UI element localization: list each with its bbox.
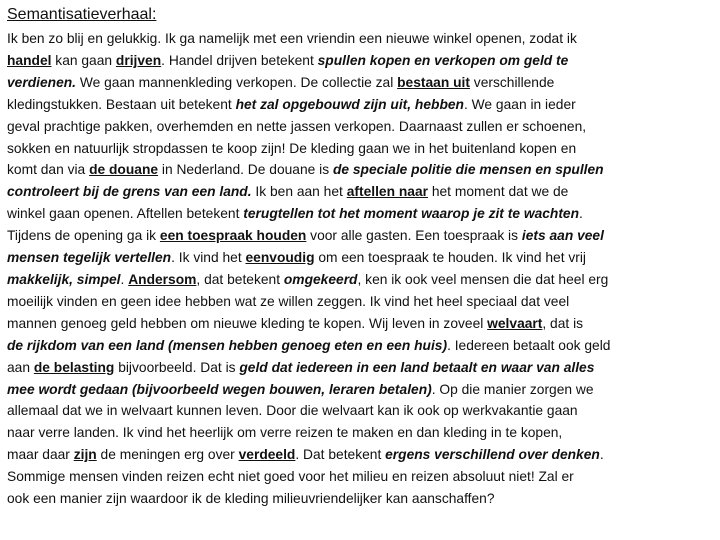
story-line [7, 72, 718, 94]
document-title: Semantisatieverhaal: [7, 6, 157, 23]
definition-text: iets aan veel [521, 228, 604, 244]
key-term: zijn [73, 447, 97, 463]
story-line [7, 379, 718, 401]
story-segment: . [599, 447, 604, 463]
story-segment: ook een manier zijn waardoor ik de kleding milieuvriendelijker kan aanschaffen? [7, 491, 495, 507]
story-line [7, 116, 718, 138]
definition-text: verdienen. [7, 74, 77, 90]
story-segment: , ken ik ook veel mensen die dat heel erg [357, 271, 609, 287]
story-segment: sokken en natuurlijk stropdassen te koop zijn! De kleding gaan we in het buitenland kopen en [7, 140, 577, 156]
key-term: een toespraak houden [159, 228, 307, 244]
story-segment: aan [7, 359, 34, 375]
key-term: de douane [89, 162, 159, 178]
story-segment: moeilijk vinden en geen idee hebben wat ze willen zeggen. Ik vind het heel speciaal dat veel [7, 293, 570, 309]
definition-text: de rijkdom van een land (mensen hebben genoeg eten en een huis) [7, 337, 448, 353]
definition-text: makkelijk, simpel [7, 271, 121, 287]
key-term: verdeeld [238, 447, 296, 463]
story-line [7, 466, 718, 488]
story-segment: Tijdens de opening ga ik [7, 228, 160, 244]
key-term: Andersom [128, 271, 197, 287]
story-segment: maar daar [7, 447, 74, 463]
definition-text: terugtellen tot het moment waarop je zit te wachten [243, 206, 580, 222]
story-segment: komt dan via [7, 162, 90, 178]
story-line [7, 400, 718, 422]
definition-text: mensen tegelijk vertellen [7, 250, 172, 266]
story-segment: . Dat betekent [295, 447, 386, 463]
story-line [7, 357, 718, 379]
story-line [7, 422, 718, 444]
story-line [7, 269, 718, 291]
story-segment: bijvoorbeeld. Dat is [114, 359, 240, 375]
definition-text: mee wordt gedaan (bijvoorbeeld wegen bouwen, leraren betalen) [7, 381, 432, 397]
story-line [7, 444, 718, 466]
definition-text: de speciale politie die mensen en spullen [332, 162, 604, 178]
story-line [7, 159, 718, 181]
story-segment: We gaan mannenkleding verkopen. De collectie zal [76, 74, 398, 90]
story-segment: , dat betekent [196, 271, 284, 287]
story-segment: . Op die manier zorgen we [431, 381, 594, 397]
story-segment: de meningen erg over [96, 447, 239, 463]
story-line [7, 203, 718, 225]
key-term: de belasting [33, 359, 115, 375]
story-segment: . [579, 206, 583, 222]
story-segment: geval prachtige pakken, overhemden en nette jassen verkopen. Daarnaast zullen er schoenen, [7, 118, 587, 134]
key-term: welvaart [487, 315, 543, 331]
story-segment: . Ik vind het [171, 250, 246, 266]
definition-text: het zal opgebouwd zijn uit, hebben [235, 96, 464, 112]
story-segment: het moment dat we de [427, 184, 569, 200]
story-segment: mannen genoeg geld hebben om nieuwe kleding te kopen. Wij leven in zoveel [7, 315, 488, 331]
story-segment: kledingstukken. Bestaan uit betekent [7, 96, 236, 112]
story-text [7, 28, 718, 510]
definition-text: omgekeerd [283, 271, 358, 287]
story-line [7, 313, 718, 335]
story-line [7, 291, 718, 313]
story-line [7, 488, 718, 510]
story-segment: Ik ben aan het [251, 184, 347, 200]
story-segment: kan gaan [51, 52, 116, 68]
definition-text: geld dat iedereen in een land betaalt en waar van alles [239, 359, 595, 375]
story-line [7, 50, 718, 72]
story-segment: . We gaan in ieder [463, 96, 576, 112]
story-segment: , dat is [542, 315, 584, 331]
key-term: aftellen naar [346, 184, 428, 200]
key-term: eenvoudig [245, 250, 315, 266]
story-segment: om een toespraak te houden. Ik vind het vrij [314, 250, 586, 266]
story-segment: in Nederland. De douane is [158, 162, 333, 178]
story-line [7, 225, 718, 247]
story-segment: allemaal dat we in welvaart kunnen leven. Door die welvaart kan ik ook op werkvakantie gaan [7, 403, 578, 419]
key-term: drijven [115, 52, 162, 68]
story-line [7, 94, 718, 116]
story-line [7, 138, 718, 160]
story-segment: . Handel drijven betekent [161, 52, 318, 68]
story-line [7, 335, 718, 357]
story-segment: . Iedereen betaalt ook geld [447, 337, 611, 353]
key-term: bestaan uit [397, 74, 470, 90]
story-line [7, 247, 718, 269]
definition-text: ergens verschillend over denken [385, 447, 600, 463]
story-segment: voor alle gasten. Een toespraak is [306, 228, 522, 244]
story-segment: Sommige mensen vinden reizen echt niet goed voor het milieu en reizen absoluut niet! Zal er [7, 469, 574, 485]
key-term: handel [7, 52, 52, 68]
story-segment: winkel gaan openen. Aftellen betekent [7, 206, 244, 222]
definition-text: spullen kopen en verkopen om geld te [317, 52, 569, 68]
story-segment: naar verre landen. Ik vind het heerlijk om verre reizen te maken en dan kleding in te kopen, [7, 425, 563, 441]
story-segment: . [120, 271, 129, 287]
story-segment: Ik ben zo blij en gelukkig. Ik ga namelijk met een vriendin een nieuwe winkel openen, zodat ik [7, 31, 577, 46]
story-line [7, 28, 718, 50]
story-segment: verschillende [469, 74, 555, 90]
story-line [7, 181, 718, 203]
definition-text: controleert bij de grens van een land. [7, 184, 252, 200]
